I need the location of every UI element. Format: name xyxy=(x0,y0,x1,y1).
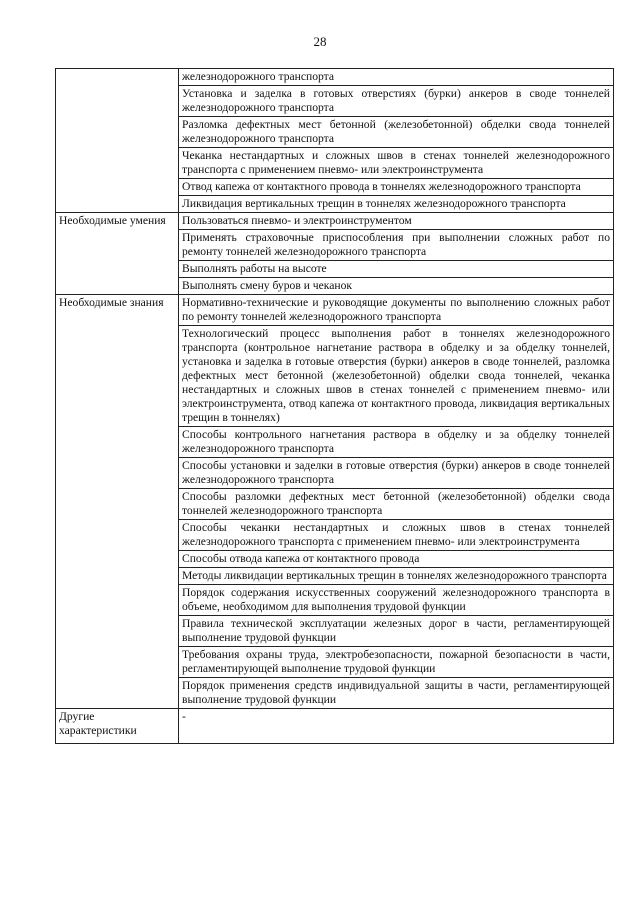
list-item: Ликвидация вертикальных трещин в тоннелях железнодорожного транспорта xyxy=(179,196,614,213)
list-item: Установка и заделка в готовых отверстиях (бурки) анкеров в своде тоннелей железнодорожного транспорта xyxy=(179,86,614,117)
competency-table xyxy=(55,68,614,744)
list-item: Разломка дефектных мест бетонной (железобетонной) обделки свода тоннелей железнодорожного транспорта xyxy=(179,117,614,148)
page-number: 28 xyxy=(313,34,327,49)
list-item: Способы отвода капежа от контактного провода xyxy=(179,551,614,568)
list-item: Способы чеканки нестандартных и сложных швов в стенах тоннелей железнодорожного транспорта с применением пневмо- или электроинструмента xyxy=(179,520,614,551)
list-item: Выполнять работы на высоте xyxy=(179,261,614,278)
table-row xyxy=(56,69,614,86)
list-item: Методы ликвидации вертикальных трещин в тоннелях железнодорожного транспорта xyxy=(179,568,614,585)
section-label-knowledge: Необходимые знания xyxy=(56,295,179,709)
table-row xyxy=(56,709,614,744)
list-item: железнодорожного транспорта xyxy=(179,69,614,86)
list-item: Способы установки и заделки в готовые отверстия (бурки) анкеров в своде тоннелей железнодорожного транспорта xyxy=(179,458,614,489)
list-item: Порядок содержания искусственных сооружений железнодорожного транспорта в объеме, необходимом для выполнения трудовой функции xyxy=(179,585,614,616)
list-item: Пользоваться пневмо- и электроинструментом xyxy=(179,213,614,230)
list-item: Отвод капежа от контактного провода в тоннелях железнодорожного транспорта xyxy=(179,179,614,196)
list-item: Чеканка нестандартных и сложных швов в стенах тоннелей железнодорожного транспорта с применением пневмо- или электроинструмента xyxy=(179,148,614,179)
list-item: Порядок применения средств индивидуальной защиты в части, регламентирующей выполнение трудовой функции xyxy=(179,678,614,709)
list-item: Способы разломки дефектных мест бетонной (железобетонной) обделки свода тоннелей железнодорожного транспорта xyxy=(179,489,614,520)
table-row xyxy=(56,295,614,326)
list-item: - xyxy=(179,709,614,744)
section-label-other: Другие характеристики xyxy=(56,709,179,744)
list-item: Требования охраны труда, электробезопасности, пожарной безопасности в части, регламентирующей выполнение трудовой функции xyxy=(179,647,614,678)
section-label-skills: Необходимые умения xyxy=(56,213,179,295)
list-item: Применять страховочные приспособления при выполнении сложных работ по ремонту тоннелей железнодорожного транспорта xyxy=(179,230,614,261)
list-item: Нормативно-технические и руководящие документы по выполнению сложных работ по ремонту тоннелей железнодорожного транспорта xyxy=(179,295,614,326)
table-row xyxy=(56,213,614,230)
section-label xyxy=(56,69,179,213)
list-item: Правила технической эксплуатации железных дорог в части, регламентирующей выполнение трудовой функции xyxy=(179,616,614,647)
list-item: Способы контрольного нагнетания раствора в обделку и за обделку тоннелей железнодорожного транспорта xyxy=(179,427,614,458)
list-item: Выполнять смену буров и чеканок xyxy=(179,278,614,295)
list-item: Технологический процесс выполнения работ в тоннелях железнодорожного транспорта (контрольное нагнетание раствора в обделку и за обделку тоннелей, установка и заделка в готовые отверстия (бурки) анкеров в своде тоннелей, разломка дефектных мест бетонной (железобетонной) обделки свода тоннелей, чеканка нестандартных и сложных швов в стенах тоннелей с применением пневмо- или электроинструмента, отвод капежа от контактного провода, ликвидация вертикальных трещин в тоннелях) xyxy=(179,326,614,427)
